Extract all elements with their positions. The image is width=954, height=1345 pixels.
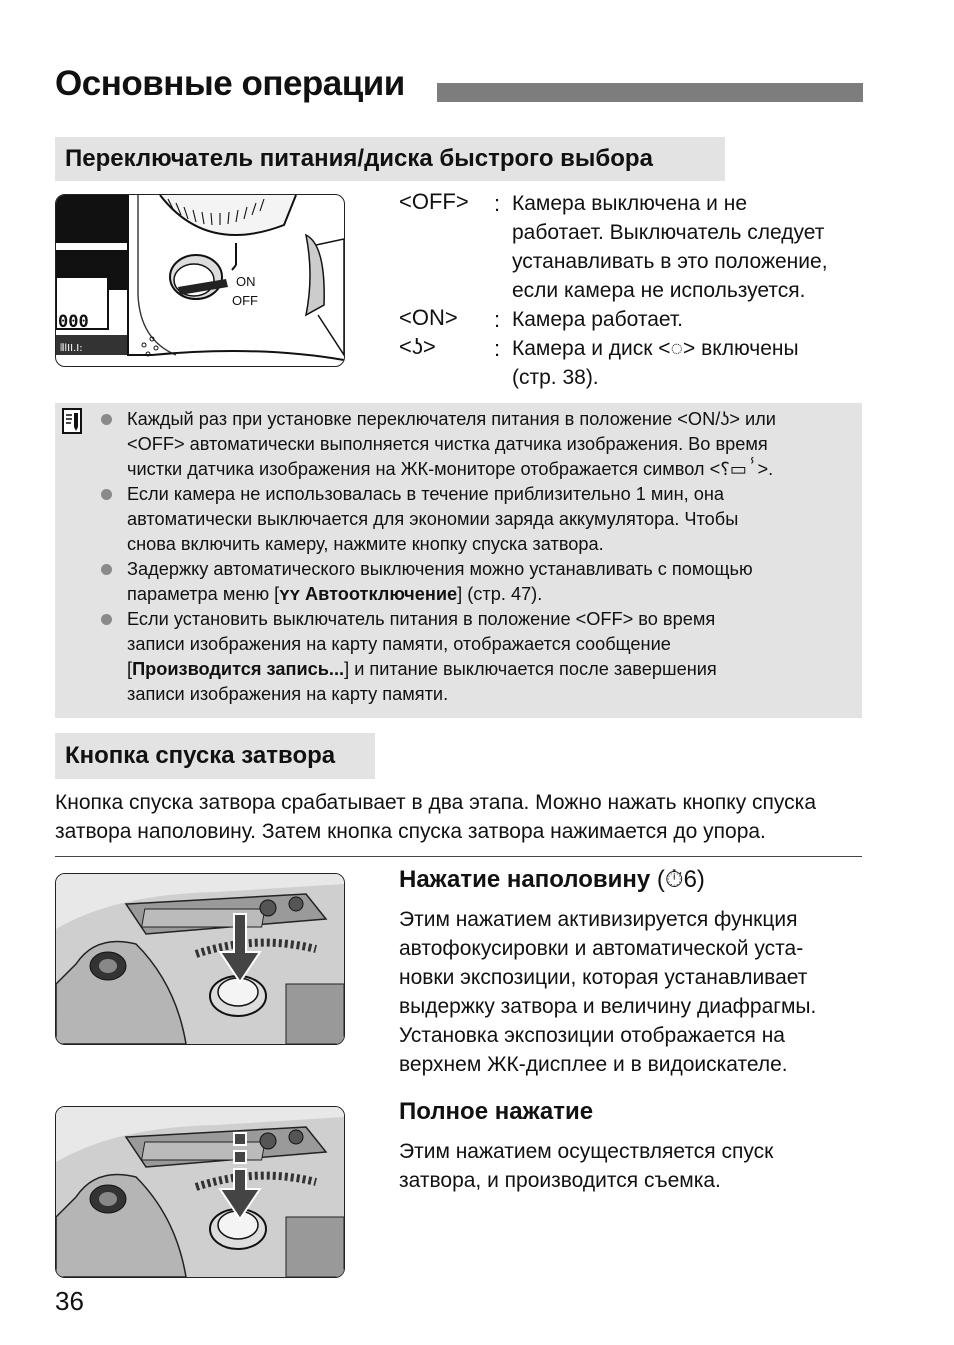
- switch-off-label: OFF: [232, 293, 258, 308]
- note-bullet-1: [101, 414, 112, 425]
- half-press-line-1: Этим нажатием активизируется функция: [399, 908, 798, 931]
- full-press-illustration: [55, 1106, 345, 1278]
- svg-text:000: 000: [58, 312, 89, 332]
- note-2-line-1: Если камера не использовалась в течение приблизительно 1 мин, она: [127, 484, 725, 504]
- note-4-line-4: записи изображения на карту памяти.: [127, 684, 449, 704]
- section-divider: [55, 856, 862, 857]
- note-bullet-3: [101, 564, 112, 575]
- full-press-line-2: затвора, и производится съемка.: [399, 1169, 721, 1192]
- half-press-line-3: новки экспозиции, которая устанавливает: [399, 966, 808, 989]
- term-off-def-1: Камера выключена и не: [512, 192, 748, 215]
- power-switch-heading: Переключатель питания/диска быстрого выбора: [55, 137, 725, 181]
- page-title: Основные операции: [55, 64, 405, 103]
- term-clean-colon: :: [494, 336, 501, 361]
- switch-on-label: ON: [236, 274, 256, 289]
- note-1-line-2: <OFF> автоматически выполняется чистка датчика изображения. Во время: [127, 434, 768, 454]
- half-press-line-2: автофокусировки и автоматической уста-: [399, 937, 804, 960]
- note-3-line-1: Задержку автоматического выключения можно устанавливать с помощью: [127, 559, 753, 579]
- shutter-intro-line-2: затвора наполовину. Затем кнопка спуска затвора нажимается до упора.: [55, 820, 766, 843]
- half-press-line-5: Установка экспозиции отображается на: [399, 1024, 785, 1047]
- svg-text:⦀lII.I:: ⦀lII.I:: [60, 343, 83, 354]
- page-number: 36: [55, 1286, 84, 1316]
- power-switch-illustration: [55, 194, 345, 367]
- full-press-line-1: Этим нажатием осуществляется спуск: [399, 1140, 774, 1163]
- term-off: <OFF>: [399, 189, 469, 214]
- note-bullet-2: [101, 489, 112, 500]
- half-press-line-6: верхнем ЖК-дисплее и в видоискателе.: [399, 1053, 788, 1076]
- timer-6-badge: (⏱6): [656, 866, 705, 893]
- term-clean: <ʖ>: [399, 334, 436, 359]
- note-2-line-2: автоматически выключается для экономии заряда аккумулятора. Чтобы: [127, 509, 739, 529]
- note-2-line-3: снова включить камеру, нажмите кнопку спуска затвора.: [127, 534, 604, 554]
- term-on-colon: :: [494, 307, 501, 332]
- term-clean-def-2: (стр. 38).: [512, 366, 599, 389]
- note-4-line-1: Если установить выключатель питания в положение <OFF> во время: [127, 609, 716, 629]
- menu-auto-off-label: ʏʏ Автоотключение: [279, 584, 458, 604]
- title-rule-bar: [437, 83, 863, 102]
- full-press-title: Полное нажатие: [399, 1098, 594, 1125]
- term-off-def-3: устанавливать в это положение,: [512, 250, 828, 273]
- term-on-def-1: Камера работает.: [512, 308, 683, 331]
- note-4-line-2: записи изображения на карту памяти, отображается сообщение: [127, 634, 671, 654]
- half-press-line-4: выдержку затвора и величину диафрагмы.: [399, 995, 817, 1018]
- term-clean-def-1: Камера и диск <◌> включены: [512, 337, 799, 360]
- term-off-def-4: если камера не используется.: [512, 279, 806, 302]
- term-off-def-2: работает. Выключатель следует: [512, 221, 825, 244]
- note-1-line-1: Каждый раз при установке переключателя питания в положение <ON/ʖ> или: [127, 409, 776, 429]
- note-1-line-3: чистки датчика изображения на ЖК-мониторе отображается символ <⸮▭ⸯ>.: [127, 459, 774, 479]
- shutter-button-heading: Кнопка спуска затвора: [55, 733, 375, 779]
- shutter-intro-line-1: Кнопка спуска затвора срабатывает в два этапа. Можно нажать кнопку спуска: [55, 791, 817, 814]
- note-pencil-icon: [62, 408, 82, 434]
- note-bullet-4: [101, 614, 112, 625]
- half-press-title: Нажатие наполовину (⏱6): [399, 866, 705, 893]
- note-4-line-3: [Производится запись...] и питание выключается после завершения: [127, 659, 717, 679]
- half-press-illustration: [55, 873, 345, 1045]
- term-off-colon: :: [494, 191, 501, 216]
- busy-message: Производится запись...: [132, 659, 345, 679]
- note-3-line-2: параметра меню [ʏʏ Автоотключение] (стр. 47).: [127, 584, 543, 604]
- term-on: <ON>: [399, 305, 458, 330]
